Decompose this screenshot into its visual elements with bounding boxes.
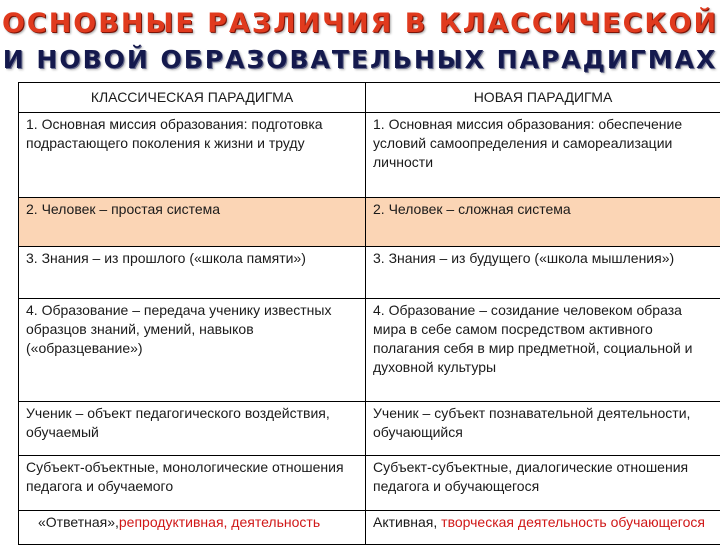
- table-row: [19, 113, 720, 198]
- cell-classic: [19, 511, 366, 545]
- cell-new: 4. Образование – созидание человеком образа мира в себе самом посредством активного полагания себя в мир предметной, социальной и духовной культуры: [366, 299, 720, 402]
- last-new-plain: Активная,: [373, 514, 441, 530]
- table-row: [19, 247, 720, 299]
- title-line-1: ОСНОВНЫЕ РАЗЛИЧИЯ В КЛАССИЧЕСКОЙ: [0, 7, 720, 41]
- cell-classic: 2. Человек – простая система: [19, 198, 366, 247]
- cell-classic: 3. Знания – из прошлого («школа памяти»): [19, 247, 366, 299]
- cell-classic: 4. Образование – передача ученику известных образцов знаний, умений, навыков («образцевание»): [19, 299, 366, 402]
- header-row: [19, 83, 720, 113]
- cell-classic: Субъект-объектные, монологические отношения педагога и обучаемого: [19, 456, 366, 511]
- cell-new: Ученик – субъект познавательной деятельности, обучающийся: [366, 402, 720, 456]
- last-classic-accent: репродуктивная, деятельность: [119, 514, 320, 530]
- cell-classic: Ученик – объект педагогического воздействия, обучаемый: [19, 402, 366, 456]
- cell-new: 1. Основная миссия образования: обеспечение условий самоопределения и самореализации личности: [366, 113, 720, 198]
- cell-new: 3. Знания – из будущего («школа мышления»): [366, 247, 720, 299]
- table-row: [19, 299, 720, 402]
- last-new-accent: творческая деятельность обучающегося: [441, 514, 705, 530]
- cell-classic: 1. Основная миссия образования: подготовка подрастающего поколения к жизни и труду: [19, 113, 366, 198]
- last-classic-plain: «Ответная»,: [26, 513, 119, 532]
- table-row-highlighted: [19, 198, 720, 247]
- cell-new: Субъект-субъектные, диалогические отношения педагога и обучающегося: [366, 456, 720, 511]
- title-line-2: И НОВОЙ ОБРАЗОВАТЕЛЬНЫХ ПАРАДИГМАХ: [0, 43, 720, 77]
- table-row: [19, 402, 720, 456]
- table-row-last: [19, 511, 720, 545]
- cell-new: [366, 511, 720, 545]
- cell-new: 2. Человек – сложная система: [366, 198, 720, 247]
- header-new: НОВАЯ ПАРАДИГМА: [366, 83, 720, 113]
- header-classic: КЛАССИЧЕСКАЯ ПАРАДИГМА: [19, 83, 366, 113]
- table-row: [19, 456, 720, 511]
- comparison-table: [18, 82, 720, 545]
